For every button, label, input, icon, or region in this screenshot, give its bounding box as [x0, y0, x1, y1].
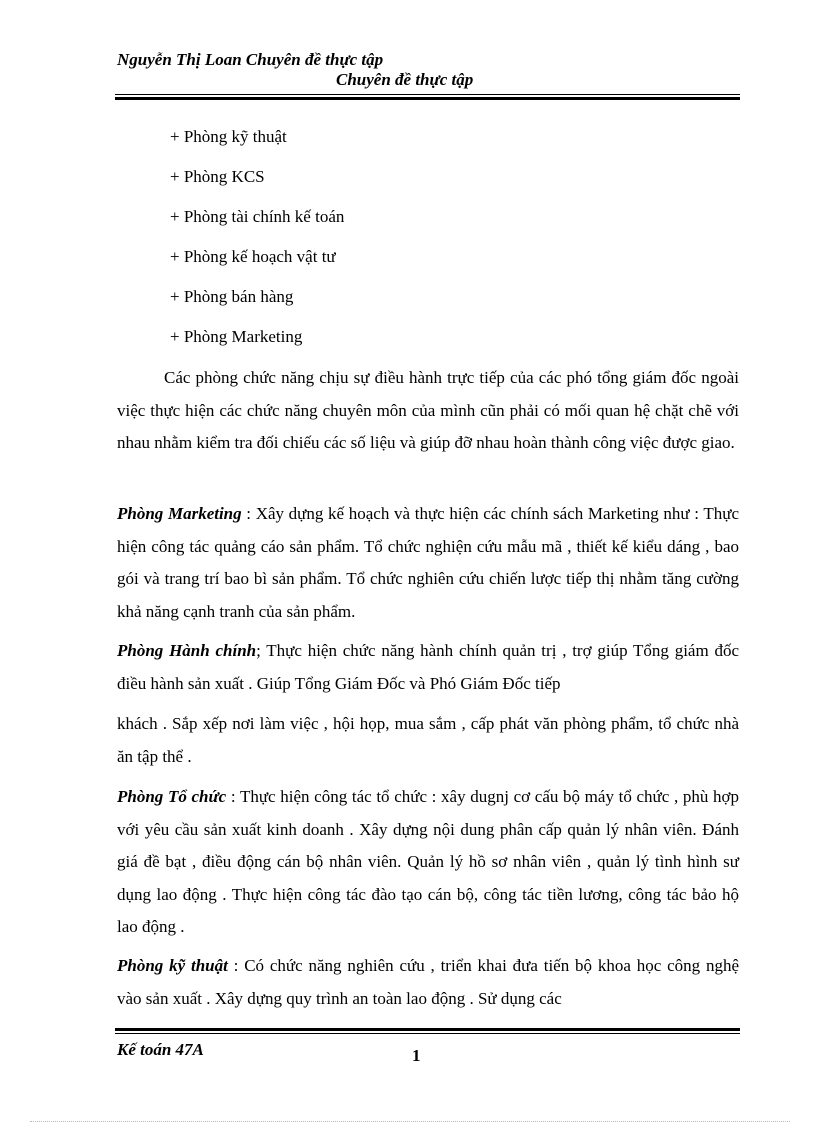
admin-paragraph-continued: khách . Sắp xếp nơi làm việc , hội họp, mua sắm , cấp phát văn phòng phẩm, tổ chức nhà ăn tập thể .: [117, 714, 739, 766]
marketing-heading: Phòng Marketing: [117, 504, 242, 523]
technical-paragraph: [117, 950, 739, 1015]
admin-paragraph: [117, 635, 739, 700]
footer-rule-thin: [115, 1033, 740, 1034]
list-item: + Phòng Marketing: [170, 327, 303, 346]
list-item: + Phòng kế hoạch vật tư: [170, 247, 336, 266]
list-item: + Phòng bán hàng: [170, 287, 294, 306]
organization-text: : Thực hiện công tác tổ chức : xây dugnj cơ cấu bộ máy tổ chức , phù hợp với yêu cầu sản xuất kinh doanh . Xây dựng nội dung phân cấp quản lý nhân viên. Đánh giá đề bạt , điều động cán bộ nhân viên. Quản lý hồ sơ nhân viên , quản lý tình hình sư dụng lao động . Thực hiện công tác đào tạo cán bộ, công tác tiền lương, công tác bảo hộ lao động .: [117, 787, 739, 936]
intro-paragraph: Các phòng chức năng chịu sự điều hành trực tiếp của các phó tổng giám đốc ngoài việc thực hiện các chức năng chuyên môn của mình cũn phải có mối quan hệ chặt chẽ với nhau nhằm kiểm tra đối chiếu các số liệu và giúp đỡ nhau hoàn thành công việc được giao.: [117, 368, 739, 452]
admin-text: ; Thực hiện chức năng hành chính quản trị , trợ giúp Tổng giám đốc điều hành sản xuất . Giúp Tổng Giám Đốc và Phó Giám Đốc tiếp: [117, 641, 740, 693]
footer-class-label: Kế toán 47A: [117, 1040, 204, 1059]
header-rule-thick: [115, 97, 740, 100]
marketing-text: : Xây dựng kế hoạch và thực hiện các chính sách Marketing như : Thực hiện công tác quảng cáo sản phẩm. Tổ chức nghiện cứu mẫu mã , thiết kế kiểu dáng , bao gói và trang trí bao bì sản phẩm. Tổ chức nghiên cứu chiến lược tiếp thị nhằm tăng cường khả năng cạnh tranh của sản phẩm.: [117, 504, 739, 621]
header-rule-thin: [115, 94, 740, 95]
page-bottom-divider: [30, 1121, 790, 1122]
admin-heading: Phòng Hành chính: [117, 641, 257, 660]
footer-rule-thick: [115, 1028, 740, 1031]
technical-text: : Có chức năng nghiên cứu , triển khai đưa tiến bộ khoa học công nghệ vào sản xuất . Xây dựng quy trình an toàn lao động . Sử dụng các: [117, 956, 739, 1008]
header-subtitle: Chuyên đề thực tập: [336, 70, 474, 89]
page-number: 1: [412, 1046, 421, 1065]
marketing-paragraph: [117, 498, 739, 628]
list-item: + Phòng KCS: [170, 167, 265, 186]
list-item: + Phòng kỹ thuật: [170, 127, 287, 146]
technical-heading: Phòng kỹ thuật: [117, 956, 228, 975]
list-item: + Phòng tài chính kế toán: [170, 207, 345, 226]
header-author-title: Nguyễn Thị Loan Chuyên đề thực tập: [117, 50, 384, 69]
organization-heading: Phòng Tổ chức: [117, 787, 227, 806]
organization-paragraph: [117, 781, 739, 944]
